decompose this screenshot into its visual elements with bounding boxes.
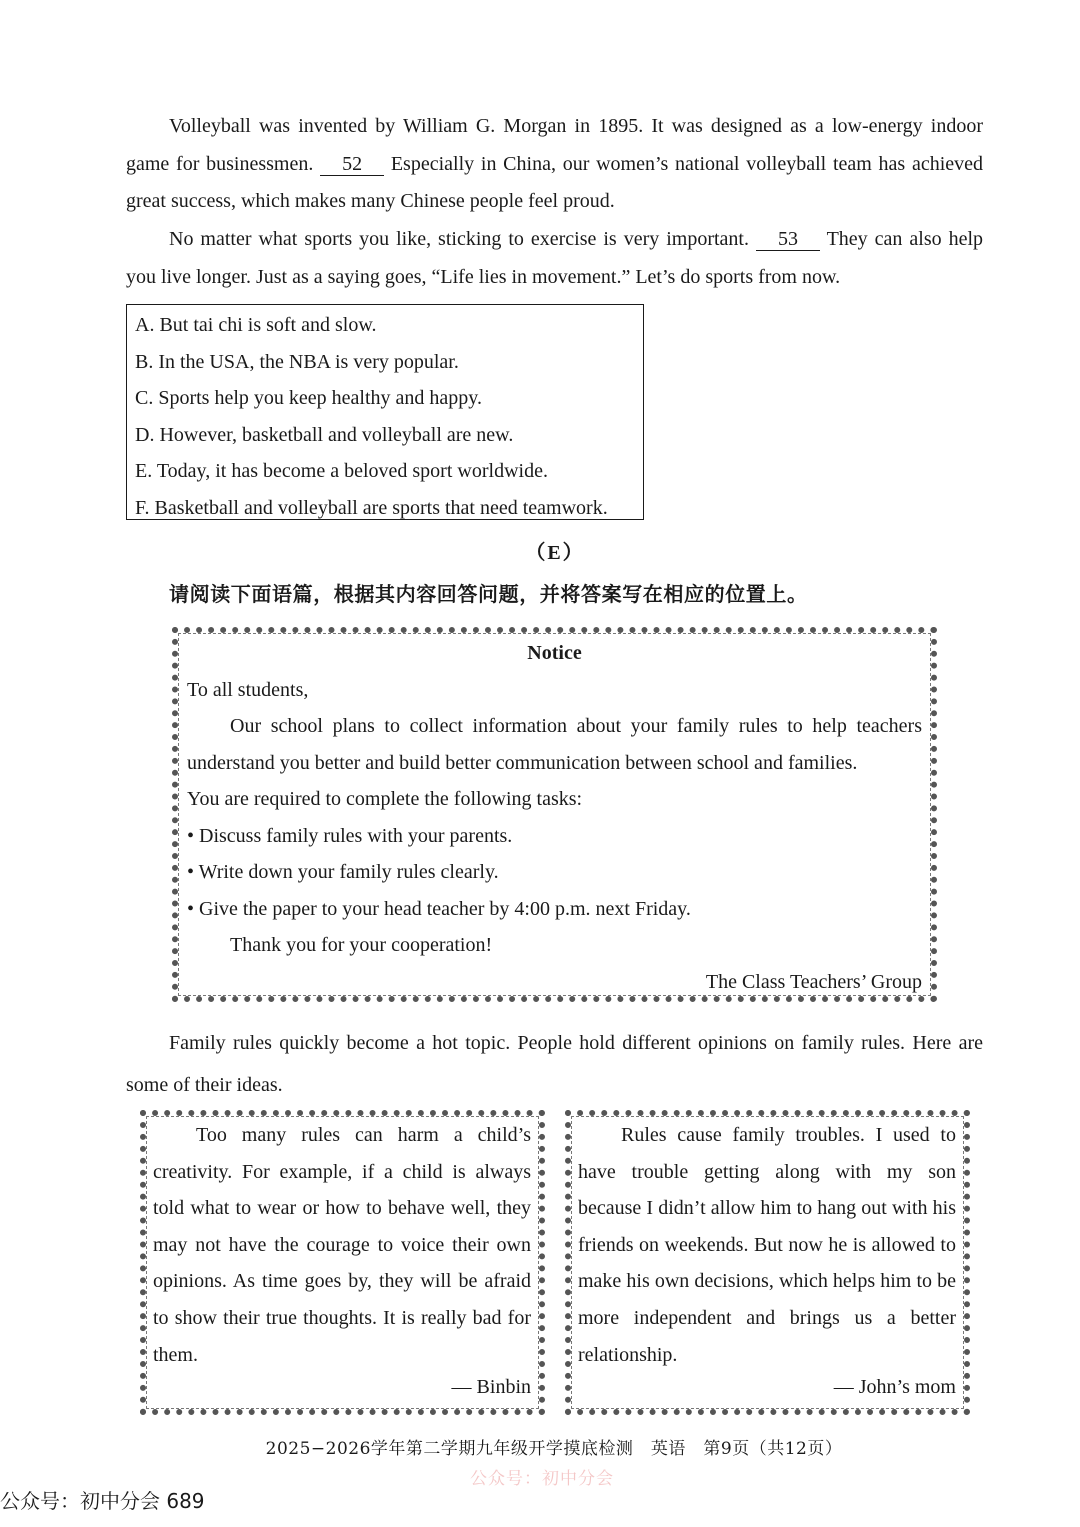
paragraph-text: Volleyball was invented by William G. Morgan in 1895. It was designed as a low-energy indoor game for businessmen. [126, 115, 983, 175]
opinion-text-johns-mom: Rules cause family troubles. I used to have trouble getting along with my son because I didn’t allow him to hang out with his friends on weekends. But now he is allowed to make his own decisions, which helps him to be more independent and brings us a better relationship. [578, 1124, 956, 1366]
option-f: F. Basketball and volleyball are sports that need teamwork. [135, 496, 608, 519]
notice-task: • Give the paper to your head teacher by 4:00 p.m. next Friday. [187, 897, 691, 920]
paragraph-text: No matter what sports you like, sticking to exercise is very important. [169, 228, 749, 250]
notice-body: Our school plans to collect information about your family rules to help teachers understand you better and build better communication between school and families. [187, 715, 922, 774]
option-a: A. But tai chi is soft and slow. [135, 314, 377, 336]
option-e: E. Today, it has become a beloved sport worldwide. [135, 460, 548, 483]
notice-title: Notice [527, 642, 582, 664]
option-b: B. In the USA, the NBA is very popular. [135, 350, 459, 373]
notice [187, 635, 922, 1000]
options-box [126, 304, 644, 520]
opinion-author-binbin: — Binbin [451, 1376, 531, 1398]
passage-paragraph-2 [126, 221, 983, 296]
notice-signature: The Class Teachers’ Group [705, 970, 922, 993]
opinion-author-johns-mom: — John’s mom [833, 1376, 956, 1398]
corner-label: 公众号：初中分会 689 [0, 1489, 205, 1513]
notice-thanks: Thank you for your cooperation! [230, 934, 493, 956]
page-footer: 2025−2026学年第二学期九年级开学摸底检测 英语 第9页（共12页） [265, 1439, 843, 1459]
section-label: （E） [525, 542, 585, 564]
option-c: C. Sports help you keep healthy and happy. [135, 387, 482, 410]
paragraph-text: Especially in China, our women’s national volleyball team has achieved great success, which makes many Chinese people feel proud. [126, 152, 984, 212]
section-instruction: 请阅读下面语篇，根据其内容回答问题，并将答案写在相应的位置上。 [169, 582, 808, 606]
passage-paragraph-1 [126, 108, 983, 221]
notice-task: • Discuss family rules with your parents. [187, 824, 513, 847]
paragraph-text: They can also help you live longer. Just as a saying goes, “Life lies in movement.” Let’s do sports from now. [126, 228, 984, 288]
blank-52: 52 [320, 153, 384, 176]
option-d: D. However, basketball and volleyball are new. [135, 423, 514, 446]
notice-task: • Write down your family rules clearly. [187, 861, 499, 883]
notice-greeting: To all students, [187, 678, 309, 701]
blank-53: 53 [756, 228, 820, 251]
notice-required: You are required to complete the following tasks: [187, 788, 583, 810]
opinion-text-binbin: Too many rules can harm a child’s creativity. For example, if a child is always told what to wear or how to behave well, they may not have the courage to voice their own opinions. As time goes by, they will be afraid to show their true thoughts. It is really bad for them. [153, 1124, 531, 1366]
intro-paragraph: Family rules quickly become a hot topic. People hold different opinions on family rules. Here are some of their ideas. [126, 1032, 983, 1096]
watermark: 公众号：初中分会 [470, 1469, 614, 1489]
